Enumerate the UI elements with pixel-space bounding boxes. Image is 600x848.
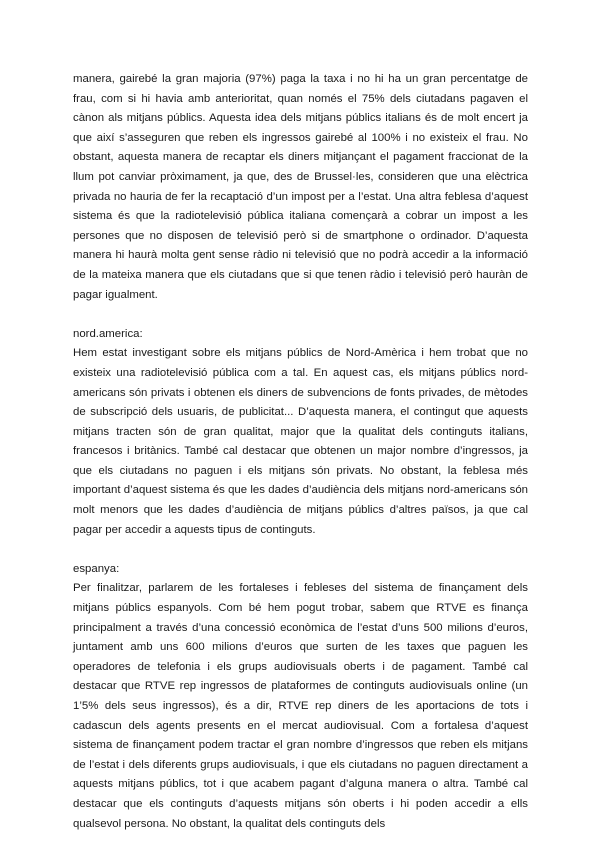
section-spain — [73, 560, 528, 834]
section-heading: nord.america: — [73, 327, 143, 340]
intro-paragraph: manera, gairebé la gran majoria (97%) paga la taxa i no hi ha un gran percentatge de frau, com si hi havia amb anterioritat, quan només el 75% dels ciutadans pagaven el cànon als mitjans públics. Aquesta idea dels mitjans públics italians és de molt encert ja que així s’asseguren que reben els ingressos gairebé al 100% i no existeix el frau. No obstant, aquesta manera de recaptar els diners mitjançant el pagament fraccionat de la llum pot canviar pròximament, ja que, des de Brussel·les, consideren que una elèctrica privada no hauria de fer la recaptació d’un impost per a l’estat. Una altra feblesa d’aquest sistema és que la radiotelevisió pública italiana començarà a cobrar un impost a les persones que no disposen de televisió però si de smartphone o ordinador. D’aquesta manera hi haurà molta gent sense ràdio ni televisió que no podrà accedir a la informació de la mateixa manera que els ciutadans que si que tenen ràdio i televisió però hauràn de pagar igualment. — [73, 73, 528, 301]
section-heading: espanya: — [73, 562, 120, 575]
section-north-america — [73, 325, 528, 541]
section-body: Per finalitzar, parlarem de les fortaleses i febleses del sistema de finançament dels mitjans públics espanyols. Com bé hem pogut trobar, sabem que RTVE es finança principalment a través d’una concessió econòmica de l’estat d’uns 500 milions d’euros, juntament amb uns 600 milions d’euros que surten de les taxes que paguen les operadores de telefonia i els grups audiovisuals oberts i de pagament. També cal destacar que RTVE rep ingressos de plataformes de continguts audiovisuals online (un 1’5% dels seus ingressos), és a dir, RTVE rep diners de les aportacions de tots i cadascun dels agents presents en el mercat audiovisual. Com a fortalesa d’aquest sistema de finançament podem tractar el gran nombre d’ingressos que reben els mitjans de l’estat i dels diferents grups audiovisuals, i que els ciutadans no paguen directament a aquests mitjans públics, tot i que acabem pagant d’alguna manera o altra. També cal destacar que els continguts d’aquests mitjans són oberts i hi poden accedir a ells qualsevol persona. No obstant, la qualitat dels continguts dels — [73, 582, 528, 830]
section-body: Hem estat investigant sobre els mitjans públics de Nord-Amèrica i hem trobat que no existeix una radiotelevisió pública com a tal. En aquest cas, els mitjans públics nord-americans són privats i obtenen els diners de subvencions de fonts privades, de mètodes de subscripció dels usuaris, de publicitat... D’aquesta manera, el contingut que aquests mitjans tracten són de gran qualitat, major que la qualitat dels continguts italians, francesos i britànics. També cal destacar que obtenen un major nombre d’ingressos, ja que els ciutadans no paguen i els mitjans són privats. No obstant, la feblesa més important d’aquest sistema és que les dades d’audiència dels mitjans nord-americans són molt menors que les dades d’audiència de mitjans públics d’altres països, ja que cal pagar per accedir a aquests tipus de continguts. — [73, 347, 528, 536]
document-page — [73, 70, 528, 834]
